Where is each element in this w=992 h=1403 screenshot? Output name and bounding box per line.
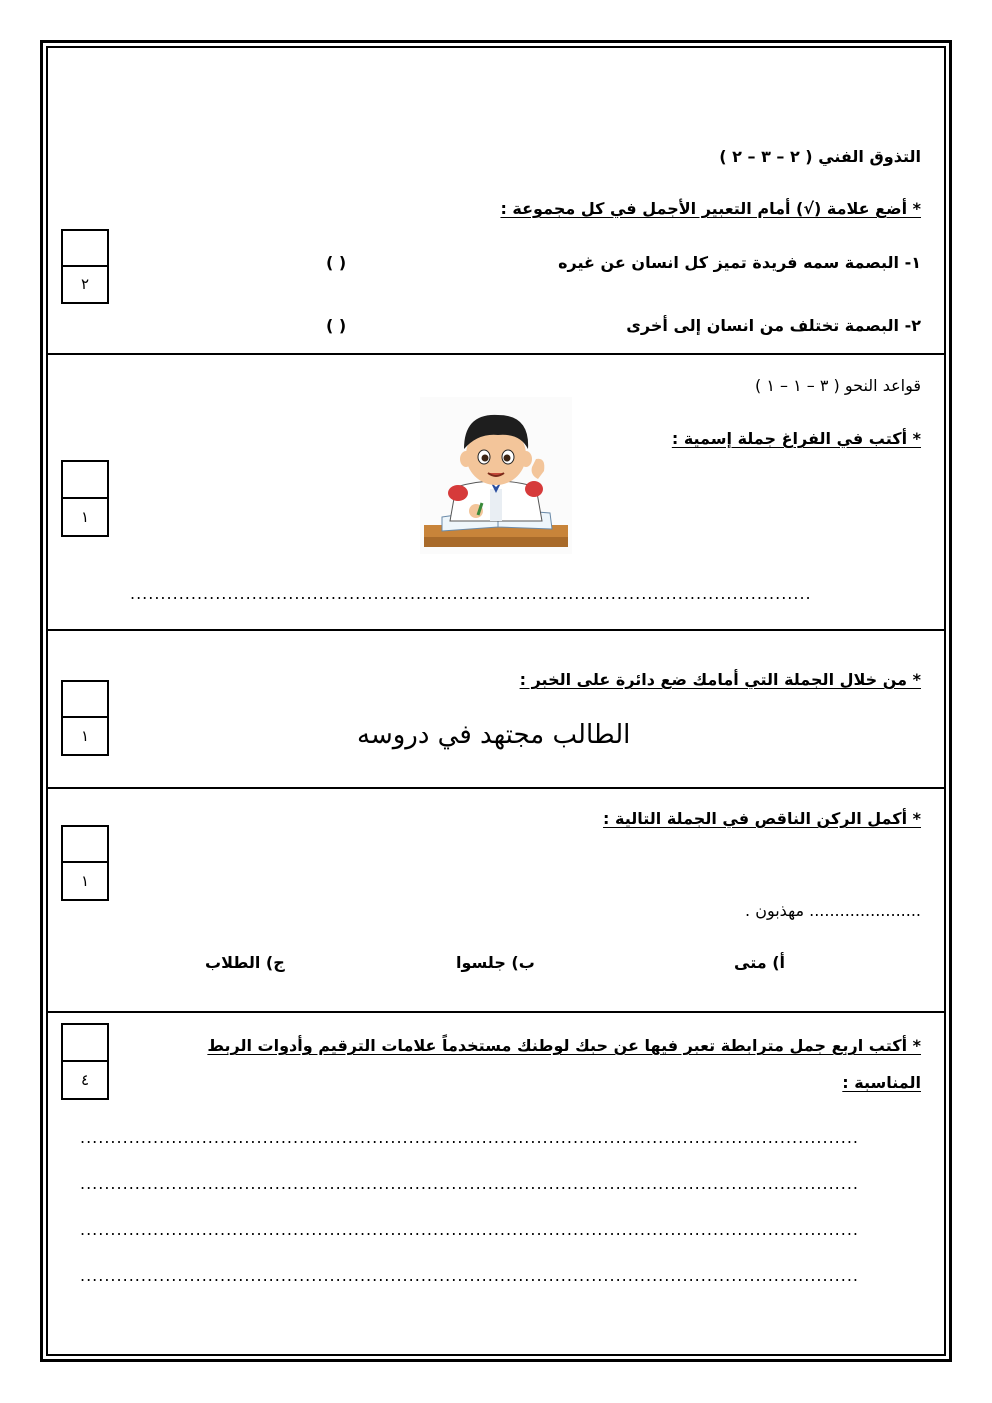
section3-score-box xyxy=(61,680,109,756)
score-blank xyxy=(63,462,107,499)
score-blank xyxy=(63,231,107,267)
section5-instruction-line2: المناسبة : xyxy=(842,1073,921,1092)
section5-score-box xyxy=(61,1023,109,1100)
score-blank xyxy=(63,1025,107,1062)
section5-answer-line-1[interactable]: ................................................................................................................................ xyxy=(80,1130,859,1146)
section1-item-1-answer[interactable]: ( ) xyxy=(326,253,347,272)
section2-instruction: * أكتب في الفراغ جملة إسمية : xyxy=(671,429,921,448)
section2-title: قواعد النحو ( ٣ – ١ – ١ ) xyxy=(755,376,921,395)
section3-score: ١ xyxy=(80,727,90,745)
divider-2 xyxy=(46,629,946,631)
boy-writing-illustration xyxy=(420,397,572,554)
section1-title: التذوق الفني ( ٢ – ٣ – ٢ ) xyxy=(719,147,921,166)
section2-score: ١ xyxy=(80,507,90,526)
section5-answer-line-4[interactable]: ................................................................................................................................ xyxy=(80,1268,859,1284)
section5-answer-line-2[interactable]: ................................................................................................................................ xyxy=(80,1176,859,1192)
section1-score-box xyxy=(61,229,109,304)
section4-score-box xyxy=(61,825,109,901)
section5-score: ٤ xyxy=(80,1070,90,1089)
divider-1 xyxy=(46,353,946,355)
divider-4 xyxy=(46,1011,946,1013)
section4-option-a[interactable]: أ) متى xyxy=(734,953,785,972)
section4-sentence[interactable]: ...................... مهذبون . xyxy=(745,901,921,920)
section4-instruction: * أكمل الركن الناقص في الجملة التالية : xyxy=(603,809,921,828)
section1-instruction: * أضع علامة (√) أمام التعبير الأجمل في كل مجموعة : xyxy=(500,199,921,218)
divider-3 xyxy=(46,787,946,789)
section4-option-c[interactable]: ج) الطلاب xyxy=(205,953,285,972)
score-blank xyxy=(63,682,107,718)
section4-option-b[interactable]: ب) جلسوا xyxy=(456,953,535,972)
score-blank xyxy=(63,827,107,863)
inner-border xyxy=(46,46,946,1356)
section1-score: ٢ xyxy=(80,275,90,294)
section5-instruction-line1: * أكتب اربع جمل مترابطة تعبر فيها عن حبك لوطنك مستخدماً علامات الترقيم وأدوات الربط xyxy=(207,1036,921,1055)
section4-score: ١ xyxy=(80,872,90,890)
section1-item-2: ٢- البصمة تختلف من انسان إلى أخرى xyxy=(626,316,921,335)
section3-sentence[interactable]: الطالب مجتهد في دروسه xyxy=(357,720,631,750)
section2-answer-line[interactable]: ................................................................................................................ xyxy=(130,586,812,602)
section5-answer-line-3[interactable]: ................................................................................................................................ xyxy=(80,1222,859,1238)
section3-instruction: * من خلال الجملة التي أمامك ضع دائرة على الخبر : xyxy=(519,670,921,689)
section1-item-1: ١- البصمة سمه فريدة تميز كل انسان عن غيره xyxy=(558,253,921,272)
section1-item-2-answer[interactable]: ( ) xyxy=(326,316,347,335)
section2-score-box xyxy=(61,460,109,537)
